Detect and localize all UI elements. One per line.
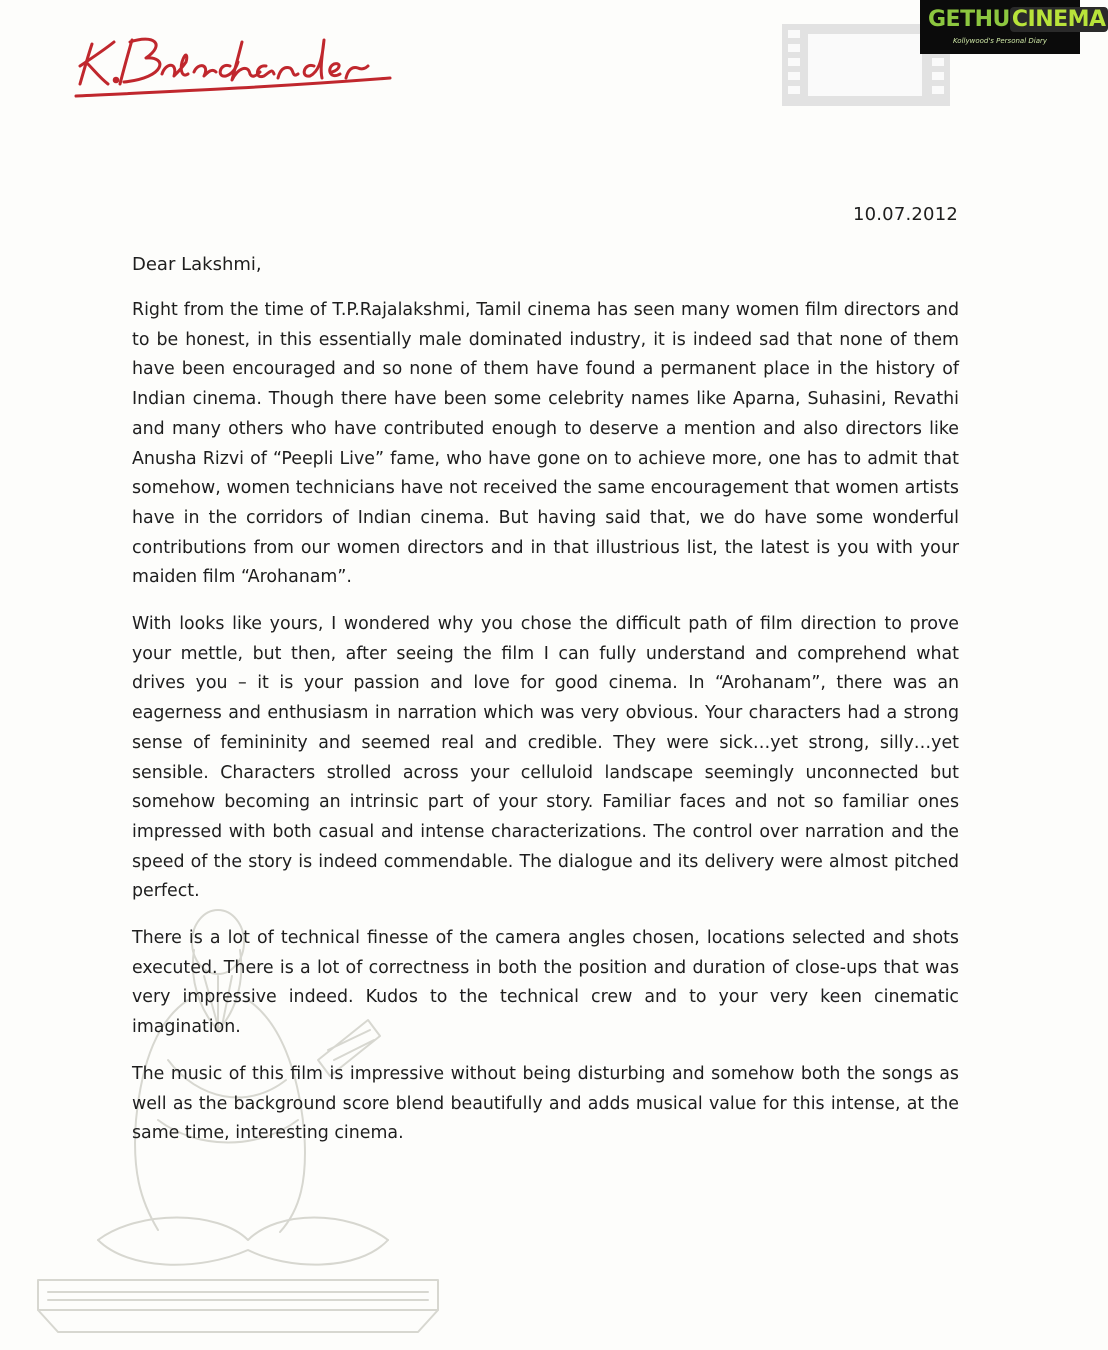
paragraph-1: Right from the time of T.P.Rajalakshmi, Tamil cinema has seen many women film directors and to be honest, in this essentially male dominated industry, it is indeed sad that none of them have been encouraged and so none of them have found a permanent place in the history of Indian cinema. Though there have been some celebrity names like Aparna, Suhasini, Revathi and many others who have contributed enough to deserve a mention and also directors like Anusha Rizvi of “Peepli Live” fame, who have gone on to achieve more, one has to admit that somehow, women technicians have not received the same encouragement that women artists have in the corridors of Indian cinema. But having said that, we do have some wonderful contributions from our women directors and in that illustrious list, the latest is you with your maiden film “Arohanam”. (132, 300, 959, 588)
watermark-brand (928, 5, 1106, 35)
watermark-tagline: Kollywood's Personal Diary (952, 37, 1048, 45)
letter-date: 10.07.2012 (852, 204, 958, 225)
gethucinema-watermark (920, 0, 1106, 54)
signature-logo (70, 22, 400, 102)
salutation: Dear Lakshmi, (132, 254, 262, 275)
watermark-brand-part2: CINEMA (1011, 7, 1106, 32)
letter-body (132, 296, 959, 1166)
paragraph-4: The music of this film is impressive without being disturbing and somehow both the songs as well as the background score blend beautifully and adds musical value for this intense, at the same time, interesting cinema. (132, 1063, 959, 1144)
paragraph-2: With looks like yours, I wondered why you chose the difficult path of film direction to prove your mettle, but then, after seeing the film I can fully understand and comprehend what drives you – it is your passion and love for good cinema. In “Arohanam”, there was an eagerness and enthusiasm in narration which was very obvious. Your characters had a strong sense of femininity and seemed real and credible. They were sick…yet strong, silly…yet sensible. Characters strolled across your celluloid landscape seemingly unconnected but somehow becoming an intrinsic part of your story. Familiar faces and not so familiar ones impressed with both casual and intense characterizations. The control over narration and the speed of the story is indeed commendable. The dialogue and its delivery were almost pitched perfect. (132, 614, 959, 902)
watermark-brand-part1: GETHU (928, 7, 1010, 32)
paragraph-3: There is a lot of technical finesse of the camera angles chosen, locations selected and shots executed. There is a lot of correctness in both the position and duration of close-ups that was very impressive indeed. Kudos to the technical crew and to your very keen cinematic imagination. (132, 928, 959, 1038)
